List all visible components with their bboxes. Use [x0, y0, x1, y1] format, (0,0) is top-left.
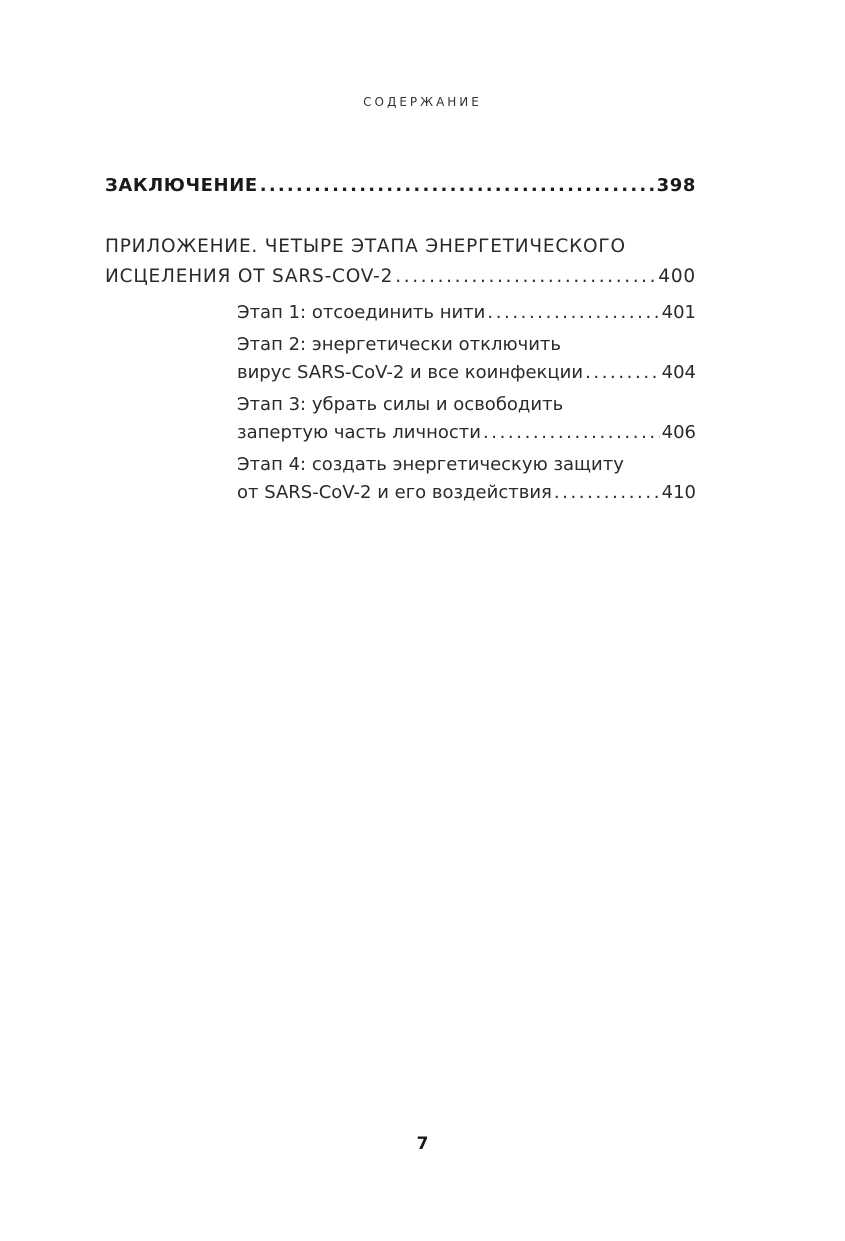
toc-entry-appendix[interactable]: [105, 232, 696, 292]
toc-entry-stage-2[interactable]: [237, 331, 696, 387]
running-head: СОДЕРЖАНИЕ: [363, 95, 482, 109]
toc-entry-page-number: 400: [658, 266, 696, 287]
toc-entry-title-line1: Этап 4: создать энергетическую защиту: [237, 454, 624, 475]
dot-leader: [554, 479, 660, 507]
toc-stage-list: [237, 299, 696, 507]
toc-entry-title-line2: запертую часть личности: [237, 422, 481, 443]
toc-entry-title-line2: вирус SARS-CoV-2 и все коинфекции: [237, 362, 584, 383]
toc-entry-page-number: 410: [661, 482, 696, 503]
toc-entry-page-number: 406: [661, 422, 696, 443]
dot-leader: [260, 172, 655, 200]
table-of-contents: [105, 172, 696, 511]
toc-entry-title: ЗАКЛЮЧЕНИЕ: [105, 175, 258, 196]
toc-entry-title-line2: от SARS-CoV-2 и его воздействия: [237, 482, 552, 503]
toc-entry-title: Этап 1: отсоединить нити: [237, 302, 486, 323]
toc-entry-title-line1: Этап 3: убрать силы и освободить: [237, 394, 564, 415]
toc-entry-page-number: 404: [661, 362, 696, 383]
dot-leader: [585, 359, 660, 387]
toc-entry-stage-1[interactable]: [237, 299, 696, 327]
toc-entry-conclusion[interactable]: [105, 172, 696, 200]
page-number: 7: [416, 1134, 429, 1154]
toc-entry-title-line1: Этап 2: энергетически отключить: [237, 334, 562, 355]
toc-entry-page-number: 401: [661, 302, 696, 323]
toc-entry-page-number: 398: [656, 175, 696, 196]
dot-leader: [483, 419, 660, 447]
dot-leader: [487, 299, 659, 327]
dot-leader: [395, 262, 656, 292]
toc-entry-title-line1: ПРИЛОЖЕНИЕ. ЧЕТЫРЕ ЭТАПА ЭНЕРГЕТИЧЕСКОГО: [105, 236, 626, 257]
toc-entry-stage-4[interactable]: [237, 451, 696, 507]
toc-entry-title-line2: ИСЦЕЛЕНИЯ ОТ SARS-COV-2: [105, 266, 394, 287]
toc-entry-stage-3[interactable]: [237, 391, 696, 447]
